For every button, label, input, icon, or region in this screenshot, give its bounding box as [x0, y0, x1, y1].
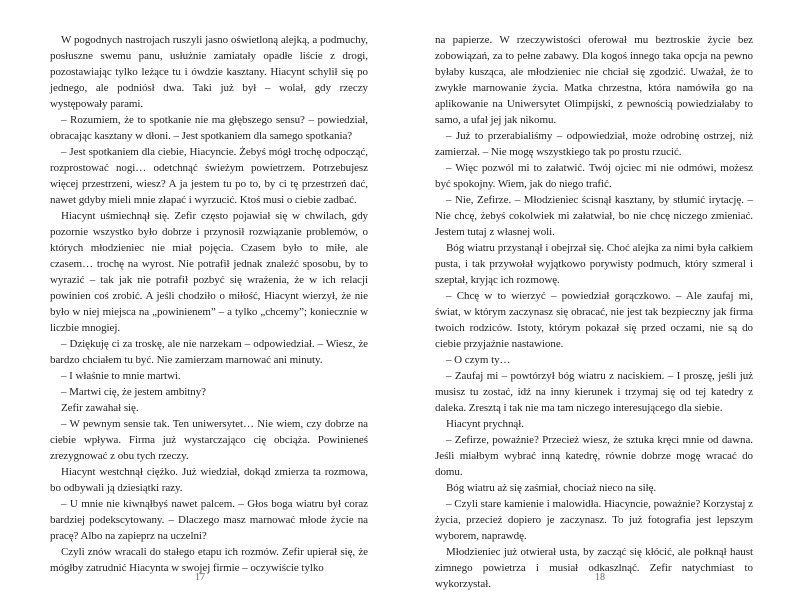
- paragraph: – Nie, Zefirze. – Młodzieniec ścisnął kasztany, by stłumić irytację. – Nie chcę, żebyś cokolwiek mi załatwiał, bo nie chcę niczego zmieniać. Jestem tutaj z własnej woli.: [435, 194, 753, 238]
- paragraph: Młodzieniec już otwierał usta, by zacząć się kłócić, ale połknął haust zimnego powietrza i musiał odkaszlnąć. Zefir natychmiast to wykorzystał.: [435, 546, 753, 590]
- paragraph: Bóg wiatru przystanął i obejrzał się. Choć alejka za nimi była całkiem pusta, i tak przywołał wyjątkowo porywisty podmuch, który szmeral i szeptał, kryjąc ich rozmowę.: [435, 242, 753, 286]
- paragraph: – I właśnie to mnie martwi.: [61, 370, 181, 382]
- paragraph: na papierze. W rzeczywistości oferował mu beztroskie życie bez zobowiązań, za to pełne zabawy. Dla kogoś innego taka opcja na pewno byłaby kusząca, ale młodzieniec nie chciał się zgodzić. Uważał, że to zwykłe marnowanie życia. Matka chrzestna, która namówiła go na aplikowanie na Uniwersytet Olimpijski, z pewnością powiedziałaby to samo, a ufał jej jak nikomu.: [435, 34, 753, 126]
- paragraph: Hiacynt westchnął ciężko. Już wiedział, dokąd zmierza ta rozmowa, bo odbywali ją dziesiątki razy.: [50, 466, 368, 494]
- paragraph: – Martwi cię, że jestem ambitny?: [61, 386, 207, 398]
- paragraph: – Więc pozwól mi to załatwić. Twój ojciec mi nie odmówi, możesz być spokojny. Wiem, jak do niego trafić.: [435, 162, 753, 190]
- paragraph: – W pewnym sensie tak. Ten uniwersytet… Nie wiem, czy dobrze na ciebie wpływa. Firma już wystarczająco cię obciąża. Powinieneś zrezygnować z obu tych rzeczy.: [50, 418, 368, 462]
- paragraph: – Już to przerabialiśmy – odpowiedział, może odrobinę ostrzej, niż zamierzał. – Nie mogę wszystkiego tak po prostu rzucić.: [435, 130, 753, 158]
- paragraph: – Chcę w to wierzyć – powiedział gorączkowo. – Ale zaufaj mi, świat, w którym zaczynasz się obracać, nie jest tak bezpieczny jak firma twoich rodziców. Istoty, którym pokazał się przed oczami, nie są do ciebie przyjaźnie nastawione.: [435, 290, 753, 350]
- paragraph: – U mnie nie kiwnąłbyś nawet palcem. – Głos boga wiatru był coraz bardziej podekscytowany. – Dlaczego masz marnować młode życie na pracę? Albo na zapieprz na uczelni?: [50, 498, 368, 542]
- paragraph: – O czym ty…: [446, 354, 511, 366]
- paragraph: Hiacynt prychnął.: [446, 418, 524, 430]
- paragraph: – Zaufaj mi – powtórzył bóg wiatru z naciskiem. – I proszę, jeśli już musisz tu zostać, idź na inny kierunek i trzymaj się od tej katedry z daleka. Zresztą i tak nie ma tam niczego interesującego dla siebie.: [435, 370, 753, 414]
- paragraph: – Zefirze, poważnie? Przecież wiesz, że sztuka kręci mnie od dawna. Jeśli miałbym wybrać inną katedrę, równie dobrze mogę wracać do domu.: [435, 434, 753, 478]
- paragraph: W pogodnych nastrojach ruszyli jasno oświetloną alejką, a podmuchy, posłuszne swemu panu, usłużnie zamiatały opadłe liście z drogi, pozostawiając tylko leżące tu i ówdzie kasztany. Hiacynt schylił się po jednego, ale podniósł dwa. Taki już był – wolał, gdy rzeczy występowały parami.: [50, 34, 368, 110]
- paragraph: – Rozumiem, że to spotkanie nie ma głębszego sensu? – powiedział, obracając kasztany w dłoni. – Jest spotkaniem dla samego spotkania?: [50, 114, 368, 142]
- right-page: [400, 0, 800, 607]
- paragraph: Czyli znów wracali do stałego etapu ich rozmów. Zefir upierał się, że mógłby zatrudnić Hiacynta w swojej firmie – oczywiście tylko: [50, 546, 368, 574]
- paragraph: Hiacynt uśmiechnął się. Zefir często pojawiał się w chwilach, gdy pozornie wszystko było dobrze i przynosił rozwiązanie problemów, o których młodzieniec nie miał pojęcia. Czasem było to miłe, ale czasem… trochę na wyrost. Nie potrafił jednak znaleźć sposobu, by to wyrazić – tak jak nie potrafił pozbyć się wrażenia, że w ich relacji powinien coś zrobić. A jeśli chodziło o miłość, Hiacynt wierzył, że nie było w niej miejsca na „powinienem” – a tylko „chcemy”; koniecznie w liczbie mnogiej.: [50, 210, 368, 334]
- paragraph: Bóg wiatru aż się zaśmiał, chociaż nieco na siłę.: [446, 482, 657, 494]
- page-number-left: 17: [195, 572, 205, 583]
- paragraph: – Jest spotkaniem dla ciebie, Hiacyncie. Żebyś mógł trochę odpocząć, rozprostować nogi… odetchnąć świeżym powietrzem. Potrzebujesz więcej przestrzeni, wiesz? A ja jestem tu po to, by ci tę przestrzeń dać, nawet gdyby mieli mnie złapać i wyrzucić. Ktoś musi o ciebie zadbać.: [50, 146, 368, 206]
- page-number-right: 18: [595, 572, 605, 583]
- right-page-text: [435, 32, 753, 592]
- left-page-text: [50, 32, 368, 576]
- paragraph: – Czyli stare kamienie i malowidła. Hiacyncie, poważnie? Korzystaj z życia, przecież dopiero je zaczynasz. To już fotografia jest lepszym wyborem, naprawdę.: [435, 498, 753, 542]
- paragraph: Zefir zawahał się.: [61, 402, 139, 414]
- paragraph: – Dziękuję ci za troskę, ale nie narzekam – odpowiedział. – Wiesz, że bardzo chciałem tu być. Nie zamierzam marnować ani minuty.: [50, 338, 368, 366]
